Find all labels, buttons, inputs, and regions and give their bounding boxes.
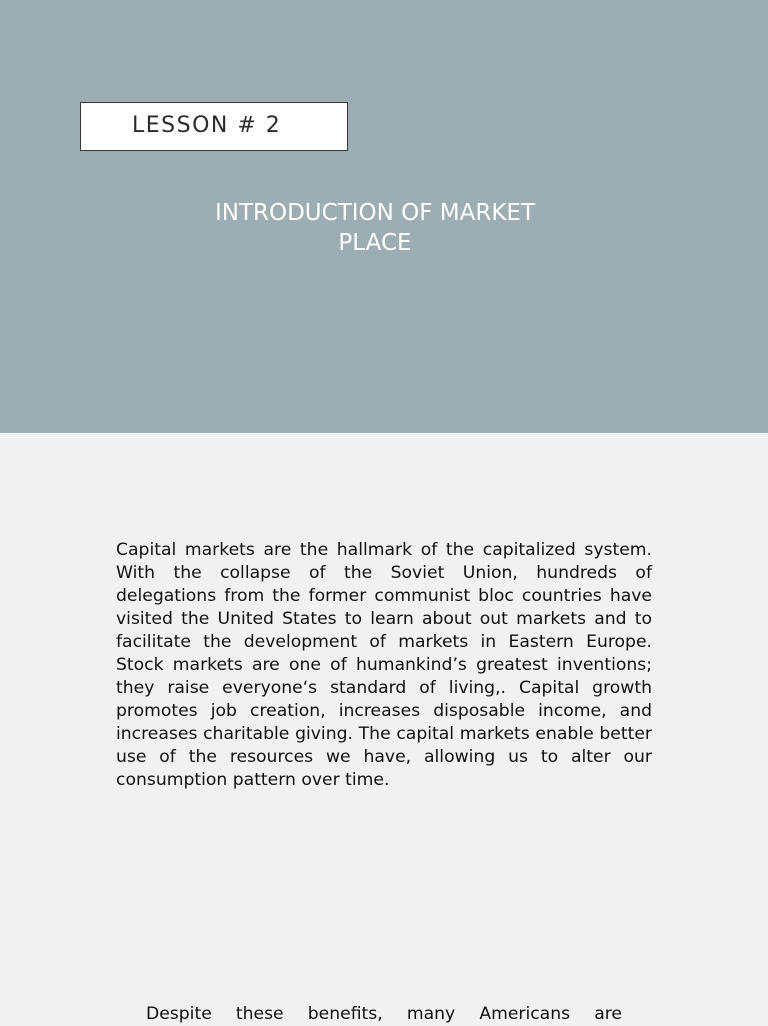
header-banner [0,0,768,433]
lesson-label: LESSON # 2 [132,113,282,138]
body-paragraph-continued: Despite these benefits, many Americans are [146,1004,622,1024]
lesson-label-box [80,102,348,151]
page-title: INTRODUCTION OF MARKET PLACE [214,200,536,256]
body-paragraph: Capital markets are the hallmark of the capitalized system. With the collapse of the Soviet Union, hundreds of delegations from the former communist bloc countries have visited the United States to learn about out markets and to facilitate the development of markets in Eastern Europe. Stock markets are one of humankind’s greatest inventions; they raise everyone‘s standard of living,. Capital growth promotes job creation, increases disposable income, and increases charitable giving. The capital markets enable better use of the resources we have, allowing us to alter our consumption pattern over time. [116,540,652,790]
